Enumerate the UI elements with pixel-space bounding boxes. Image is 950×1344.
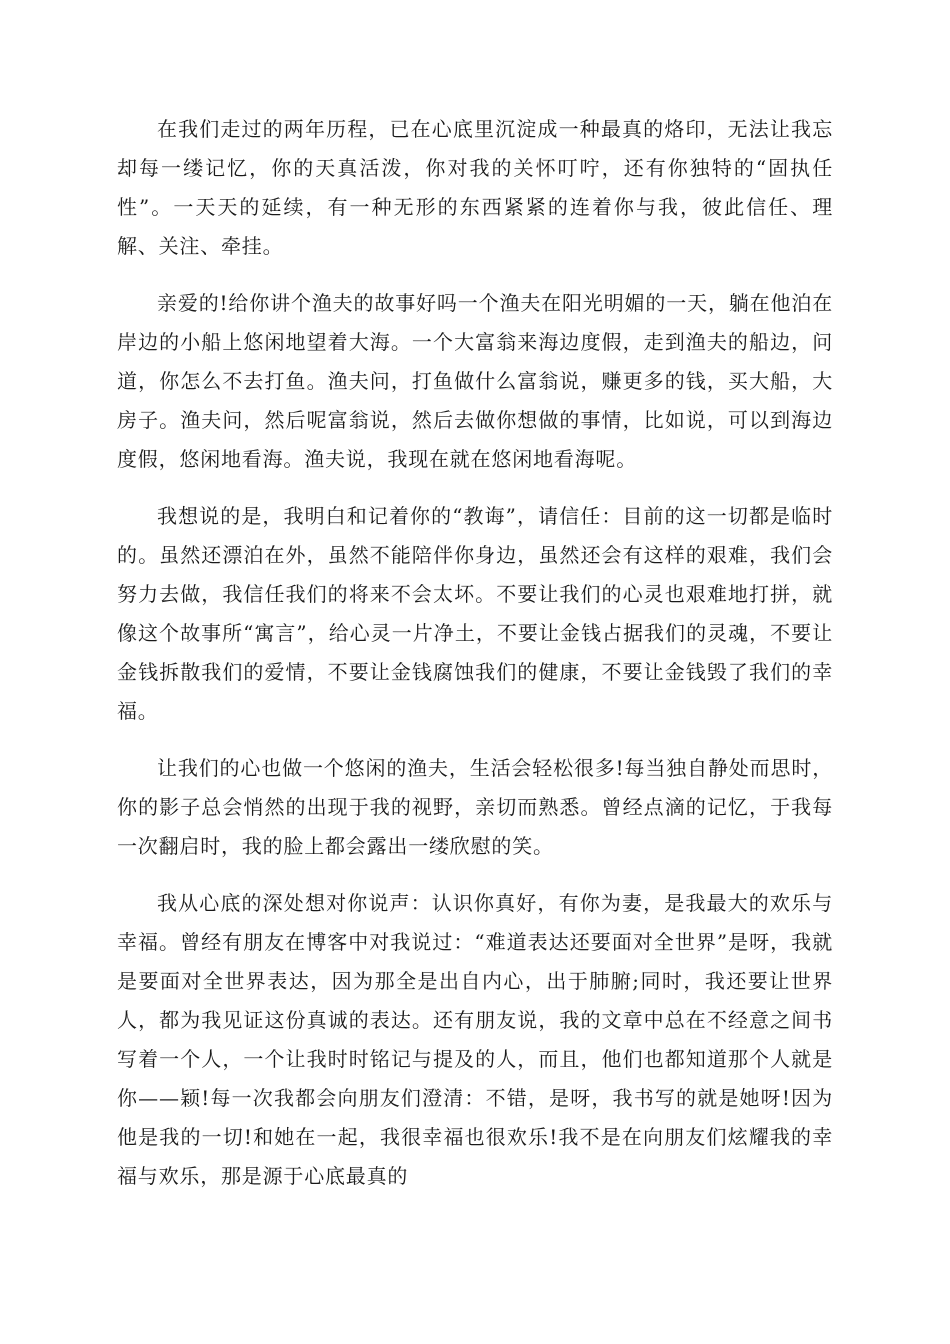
document-body [117,110,833,1214]
paragraph-4: 让我们的心也做一个悠闲的渔夫，生活会轻松很多!每当独自静处而思时，你的影子总会悄然的出现于我的视野，亲切而熟悉。曾经点滴的记忆，于我每一次翻启时，我的脸上都会露出一缕欣慰的笑。 [117,756,833,858]
paragraph-5: 我从心底的深处想对你说声：认识你真好，有你为妻，是我最大的欢乐与幸福。曾经有朋友在博客中对我说过：“难道表达还要面对全世界”是呀，我就是要面对全世界表达，因为那全是出自内心，出于肺腑;同时，我还要让世界人，都为我见证这份真诚的表达。还有朋友说，我的文章中总在不经意之间书写着一个人，一个让我时时铭记与提及的人，而且，他们也都知道那个人就是你——颖!每一次我都会向朋友们澄清：不错，是呀，我书写的就是她呀!因为他是我的一切!和她在一起，我很幸福也很欢乐!我不是在向朋友们炫耀我的幸福与欢乐，那是源于心底最真的 [117,891,833,1188]
paragraph-3: 我想说的是，我明白和记着你的“教诲”，请信任：目前的这一切都是临时的。虽然还漂泊在外，虽然不能陪伴你身边，虽然还会有这样的艰难，我们会努力去做，我信任我们的将来不会太坏。不要让我们的心灵也艰难地打拼，就像这个故事所“寓言”，给心灵一片净土，不要让金钱占据我们的灵魂，不要让金钱拆散我们的爱情，不要让金钱腐蚀我们的健康，不要让金钱毁了我们的幸福。 [117,504,833,723]
paragraph-1: 在我们走过的两年历程，已在心底里沉淀成一种最真的烙印，无法让我忘却每一缕记忆，你的天真活泼，你对我的关怀叮咛，还有你独特的“固执任性”。一天天的延续，有一种无形的东西紧紧的连着你与我，彼此信任、理解、关注、牵挂。 [117,117,833,258]
paragraph-2: 亲爱的!给你讲个渔夫的故事好吗一个渔夫在阳光明媚的一天，躺在他泊在岸边的小船上悠闲地望着大海。一个大富翁来海边度假，走到渔夫的船边，问道，你怎么不去打鱼。渔夫问，打鱼做什么富翁说，赚更多的钱，买大船，大房子。渔夫问，然后呢富翁说，然后去做你想做的事情，比如说，可以到海边度假，悠闲地看海。渔夫说，我现在就在悠闲地看海呢。 [117,291,833,471]
